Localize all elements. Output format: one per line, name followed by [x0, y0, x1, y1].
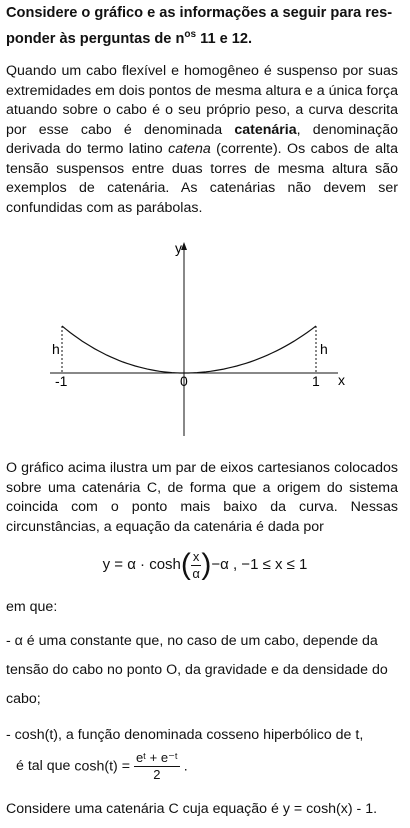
intro-text-1: Quando um cabo flexível e homogêneo é suspenso por suas extremidades em dois pontos de mesma altura e a única força atuando sobre o cabo é o seu próprio peso, a curva descrita por esse cabo é denominada [6, 63, 398, 138]
question-header [6, 3, 398, 50]
intro-italic-term: catena [168, 141, 211, 157]
em-que-label: em que: [6, 599, 58, 615]
equation-rhs: −α , −1 ≤ x ≤ 1 [211, 555, 308, 573]
intro-bold-term: catenária [234, 121, 297, 138]
cosh-formula-lhs: cosh(t) = [74, 758, 130, 775]
equation-lhs: y = α · cosh [102, 555, 181, 573]
cosh-description: - cosh(t), a função denominada cosseno hiperbólico de t, [6, 727, 364, 743]
intro-paragraph [6, 62, 398, 218]
fraction-x-alpha [191, 549, 202, 582]
cosh-fraction [134, 750, 180, 783]
header-line1: Considere o gráfico e as informações a seguir para res- [6, 5, 393, 21]
left-height-label: h [52, 341, 60, 357]
closing-sentence: Considere uma catenária C cuja equação é y = cosh(x) - 1. [6, 801, 378, 817]
explanation-paragraph: O gráfico acima ilustra um par de eixos cartesianos colocados sobre uma catenária C, de forma que a origem do sistema coincida com o ponto mais baixo da curva. Nessas circunstâncias, a equação da catenária é dada por [6, 460, 398, 535]
origin-label: 0 [180, 373, 188, 389]
intro-text-3: (corrente). Os cabos de alta tensão suspensos entre duas torres de mesma altura são exemplos de catenária. As catenárias não devem ser confundidas com as parábolas. [6, 141, 398, 216]
right-paren: ) [201, 548, 212, 581]
right-tick-label: 1 [312, 373, 320, 389]
cosh-denominator: 2 [153, 767, 161, 782]
catenary-graph [40, 236, 370, 438]
catenary-equation [0, 548, 410, 582]
y-axis-label: y [175, 240, 182, 256]
left-tick-label: -1 [55, 373, 68, 389]
catenary-curve [62, 326, 316, 373]
cosh-numerator: eᵗ + e⁻ᵗ [135, 750, 178, 765]
list-item-alpha: - α é uma constante que, no caso de um cabo, depende da tensão do cabo no ponto O, da gravidade e da densidade do cabo; [6, 633, 388, 707]
fraction-numerator: x [192, 548, 200, 564]
left-paren: ( [180, 548, 191, 581]
header-line2: ponder às perguntas de n [6, 30, 185, 47]
intro-text-2: , denominação derivada do termo latino [6, 121, 398, 157]
list-item-cosh [6, 721, 398, 783]
x-axis-label: x [338, 372, 345, 388]
cosh-formula-end: . [183, 758, 188, 775]
fraction-denominator: α [192, 565, 200, 581]
header-superscript: os [184, 29, 197, 40]
right-height-label: h [320, 341, 328, 357]
header-line2-end: 11 e 12. [196, 30, 253, 47]
cosh-lead-in: é tal que [16, 758, 71, 775]
